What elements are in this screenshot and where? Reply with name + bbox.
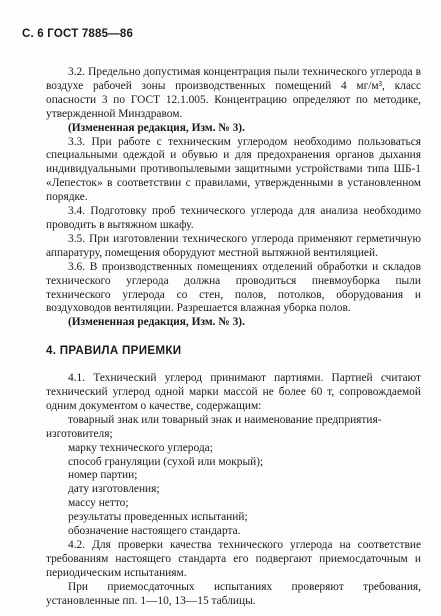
- list-item: способ грануляции (сухой или мокрый);: [68, 455, 264, 468]
- list-item: результаты проведенных испытаний;: [68, 511, 248, 524]
- list-item: дату изготовления;: [68, 483, 160, 496]
- paragraph-4-2-continued: При приемосдаточных испытаниях проверяют требования, установленные пп. 1—10, 13—15 таблицы.: [46, 580, 421, 607]
- page-header: С. 6 ГОСТ 7885—86: [22, 28, 134, 40]
- amendment-note-1: (Измененная редакция, Изм. № 3).: [68, 121, 245, 134]
- paragraph-3-3: 3.3. При работе с техническим углеродом необходимо пользоваться специальными одеждой и обувью и для предохранения органов дыхания индивидуальными противопылевыми защитными устройствами типа ШБ-1 «Лепесток» в соответствии с правилами, утвержденными в установленном порядке.: [46, 135, 421, 204]
- paragraph-3-4: 3.4. Подготовку проб технического углерода для анализа необходимо проводить в вытяжном шкафу.: [46, 205, 421, 231]
- list-item: номер партии;: [68, 469, 138, 482]
- paragraph-4-1: 4.1. Технический углерод принимают партиями. Партией считают технический углерод одной марки массой не более 60 т, сопровождаемой одним документом о качестве, содержащим:: [46, 372, 421, 412]
- document-body: [46, 66, 421, 609]
- paragraph-3-5: 3.5. При изготовлении технического углерода применяют герметичную аппаратуру, помещения оборудуют местной вытяжной вентиляцией.: [46, 232, 421, 259]
- list-item: обозначение настоящего стандарта.: [68, 525, 241, 538]
- list-item: товарный знак или товарный знак и наименование предприятия-изготовителя;: [46, 413, 382, 440]
- paragraph-3-2: 3.2. Предельно допустимая концентрация пыли технического углерода в воздухе рабочей зоны производственных помещений 4 мг/м³, класс опасности 3 по ГОСТ 12.1.005. Концентрацию определяют по методике, утвержденной Минздравом.: [46, 66, 421, 120]
- list-item: массу нетто;: [68, 497, 129, 510]
- list-item: марку технического углерода;: [68, 441, 213, 454]
- paragraph-4-2: 4.2. Для проверки качества технического углерода на соответствие требованиям настоящего стандарта его подвергают приемосдаточным и периодическим испытаниям.: [46, 539, 421, 579]
- section-title: 4. ПРАВИЛА ПРИЕМКИ: [46, 344, 182, 358]
- paragraph-3-6: 3.6. В производственных помещениях отделений обработки и складов технического углерода должна проводиться пневмоуборка пыли технического углерода со стен, полов, потолков, оборудования и воздуховодов вентиляции. Разрешается влажная уборка полов.: [46, 260, 421, 315]
- amendment-note-2: (Измененная редакция, Изм. № 3).: [68, 316, 245, 329]
